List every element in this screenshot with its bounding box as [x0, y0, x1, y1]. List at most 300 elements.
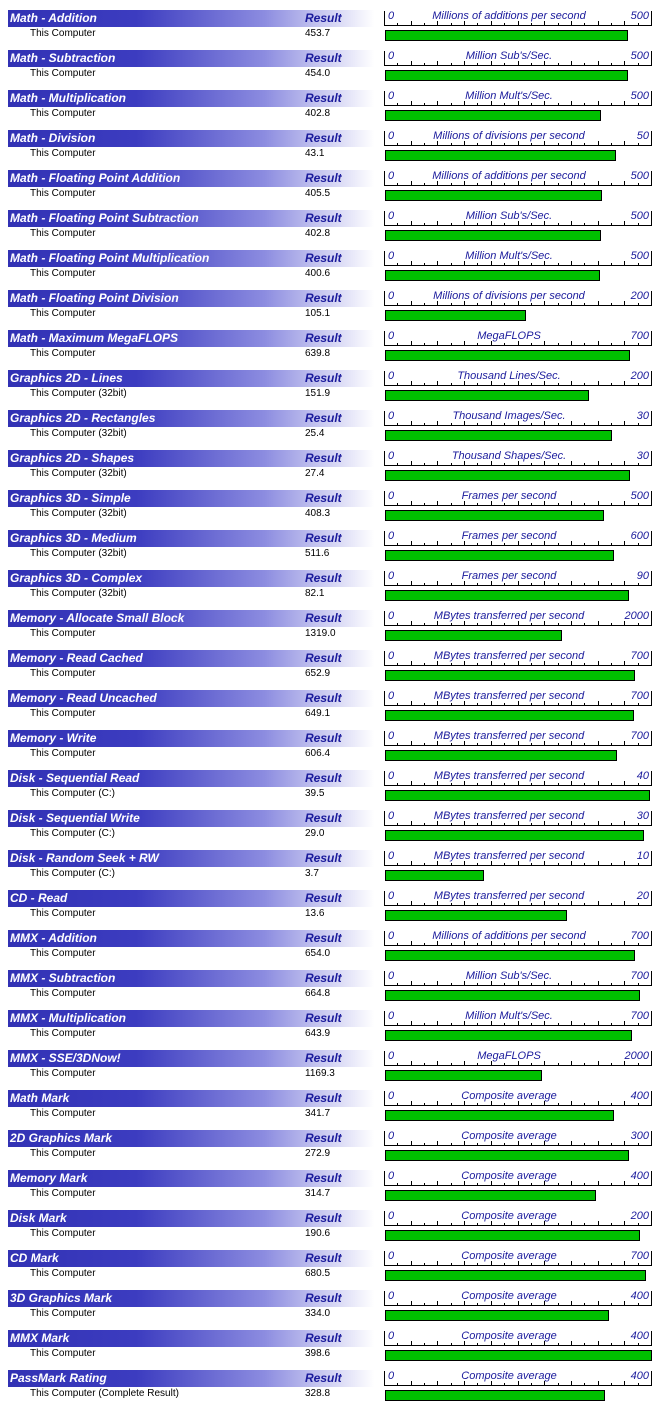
computer-label: This Computer [30, 348, 96, 359]
scale-max-label: 700 [630, 970, 649, 982]
scale-min-label: 0 [388, 50, 395, 62]
scale-unit-label: Thousand Lines/Sec. [457, 370, 561, 382]
computer-label: This Computer [30, 1108, 96, 1119]
scale-axis [384, 969, 652, 987]
test-row [0, 1280, 671, 1320]
result-value: 408.3 [305, 508, 331, 519]
result-label: Result [305, 1251, 342, 1265]
scale-axis [384, 9, 652, 27]
result-label: Result [305, 571, 342, 585]
scale-axis [384, 1169, 652, 1187]
result-value: 400.6 [305, 268, 331, 279]
test-row [0, 1160, 671, 1200]
scale-max-label: 700 [630, 1010, 649, 1022]
scale-min-label: 0 [388, 1210, 395, 1222]
test-row [0, 680, 671, 720]
scale-axis [384, 1209, 652, 1227]
scale-unit-label: MBytes transferred per second [433, 650, 585, 662]
scale-unit-label: MBytes transferred per second [433, 770, 585, 782]
test-name: MMX - Multiplication [10, 1011, 126, 1025]
test-name: Disk Mark [10, 1211, 67, 1225]
scale-axis [384, 1289, 652, 1307]
test-name: Math - Floating Point Multiplication [10, 251, 210, 265]
test-name: MMX - Subtraction [10, 971, 116, 985]
test-row [0, 280, 671, 320]
test-row [0, 320, 671, 360]
result-label: Result [305, 1131, 342, 1145]
scale-min-label: 0 [388, 610, 395, 622]
result-value: 511.6 [305, 548, 330, 559]
scale-axis [384, 569, 652, 587]
test-row [0, 520, 671, 560]
result-value: 405.5 [305, 188, 331, 199]
scale-axis [384, 129, 652, 147]
scale-max-label: 500 [630, 50, 649, 62]
result-value: 639.8 [305, 348, 331, 359]
test-name: Graphics 2D - Rectangles [10, 411, 156, 425]
scale-max-label: 10 [636, 850, 649, 862]
scale-min-label: 0 [388, 490, 395, 502]
scale-max-label: 700 [630, 730, 649, 742]
test-name: 2D Graphics Mark [10, 1131, 113, 1145]
test-name: Graphics 3D - Complex [10, 571, 143, 585]
scale-min-label: 0 [388, 210, 395, 222]
scale-unit-label: Frames per second [461, 490, 557, 502]
test-row [0, 160, 671, 200]
result-label: Result [305, 771, 342, 785]
result-label: Result [305, 971, 342, 985]
scale-unit-label: Composite average [461, 1170, 557, 1182]
scale-min-label: 0 [388, 770, 395, 782]
result-label: Result [305, 491, 342, 505]
scale-unit-label: MBytes transferred per second [433, 810, 585, 822]
scale-min-label: 0 [388, 810, 395, 822]
test-row [0, 760, 671, 800]
scale-max-label: 400 [630, 1170, 649, 1182]
result-label: Result [305, 1291, 342, 1305]
scale-unit-label: Millions of divisions per second [433, 130, 585, 142]
scale-unit-label: Million Mult's/Sec. [465, 250, 553, 262]
scale-max-label: 400 [630, 1090, 649, 1102]
result-label: Result [305, 531, 342, 545]
result-value: 652.9 [305, 668, 331, 679]
test-row [0, 80, 671, 120]
result-label: Result [305, 291, 342, 305]
scale-axis [384, 649, 652, 667]
result-bar [385, 1390, 605, 1401]
result-value: 3.7 [305, 868, 319, 879]
scale-axis [384, 729, 652, 747]
result-label: Result [305, 211, 342, 225]
result-value: 606.4 [305, 748, 331, 759]
result-value: 680.5 [305, 1268, 331, 1279]
computer-label: This Computer [30, 1348, 96, 1359]
test-name: Graphics 2D - Shapes [10, 451, 135, 465]
scale-axis [384, 409, 652, 427]
scale-unit-label: Frames per second [461, 570, 557, 582]
scale-unit-label: Thousand Images/Sec. [452, 410, 566, 422]
scale-min-label: 0 [388, 410, 395, 422]
computer-label: This Computer [30, 1268, 96, 1279]
scale-max-label: 2000 [624, 610, 649, 622]
computer-label: This Computer [30, 228, 96, 239]
result-label: Result [305, 891, 342, 905]
test-name: Graphics 3D - Medium [10, 531, 137, 545]
result-label: Result [305, 811, 342, 825]
result-value: 454.0 [305, 68, 331, 79]
scale-axis [384, 1249, 652, 1267]
result-label: Result [305, 451, 342, 465]
result-value: 314.7 [305, 1188, 331, 1199]
result-label: Result [305, 131, 342, 145]
test-name: Math - Addition [10, 11, 97, 25]
scale-axis [384, 209, 652, 227]
scale-min-label: 0 [388, 1130, 395, 1142]
scale-max-label: 700 [630, 690, 649, 702]
result-label: Result [305, 1171, 342, 1185]
result-label: Result [305, 11, 342, 25]
result-label: Result [305, 51, 342, 65]
scale-max-label: 700 [630, 650, 649, 662]
test-name: Graphics 3D - Simple [10, 491, 131, 505]
test-name: CD Mark [10, 1251, 59, 1265]
test-name: CD - Read [10, 891, 68, 905]
test-name: Memory - Read Cached [10, 651, 143, 665]
scale-axis [384, 529, 652, 547]
scale-max-label: 500 [630, 250, 649, 262]
result-value: 649.1 [305, 708, 331, 719]
scale-axis [384, 49, 652, 67]
scale-unit-label: Millions of additions per second [432, 930, 586, 942]
computer-label: This Computer [30, 1188, 96, 1199]
scale-min-label: 0 [388, 1050, 395, 1062]
test-row [0, 1040, 671, 1080]
test-name: MMX Mark [10, 1331, 70, 1345]
scale-axis [384, 849, 652, 867]
scale-axis [384, 1129, 652, 1147]
computer-label: This Computer [30, 708, 96, 719]
test-row [0, 640, 671, 680]
result-value: 39.5 [305, 788, 325, 799]
scale-unit-label: Composite average [461, 1290, 557, 1302]
test-row [0, 1320, 671, 1360]
result-label: Result [305, 411, 342, 425]
test-name: Math - Floating Point Subtraction [10, 211, 199, 225]
test-row [0, 0, 671, 40]
computer-label: This Computer [30, 748, 96, 759]
computer-label: This Computer (32bit) [30, 468, 127, 479]
computer-label: This Computer (C:) [30, 868, 116, 879]
test-row [0, 440, 671, 480]
scale-min-label: 0 [388, 530, 395, 542]
result-label: Result [305, 651, 342, 665]
scale-min-label: 0 [388, 370, 395, 382]
scale-axis [384, 289, 652, 307]
result-value: 664.8 [305, 988, 331, 999]
scale-unit-label: MBytes transferred per second [433, 690, 585, 702]
computer-label: This Computer [30, 28, 96, 39]
test-row [0, 1000, 671, 1040]
computer-label: This Computer [30, 1028, 96, 1039]
test-name: Math - Floating Point Division [10, 291, 179, 305]
result-value: 13.6 [305, 908, 325, 919]
result-value: 398.6 [305, 1348, 331, 1359]
scale-max-label: 300 [630, 1130, 649, 1142]
test-row [0, 1120, 671, 1160]
result-label: Result [305, 331, 342, 345]
result-value: 190.6 [305, 1228, 331, 1239]
computer-label: This Computer (32bit) [30, 588, 127, 599]
scale-min-label: 0 [388, 130, 395, 142]
test-row [0, 960, 671, 1000]
result-label: Result [305, 1091, 342, 1105]
computer-label: This Computer [30, 1308, 96, 1319]
scale-max-label: 700 [630, 1250, 649, 1262]
scale-min-label: 0 [388, 1290, 395, 1302]
computer-label: This Computer [30, 188, 96, 199]
scale-min-label: 0 [388, 1330, 395, 1342]
scale-min-label: 0 [388, 970, 395, 982]
scale-max-label: 20 [636, 890, 649, 902]
scale-max-label: 40 [636, 770, 649, 782]
computer-label: This Computer [30, 1148, 96, 1159]
computer-label: This Computer [30, 68, 96, 79]
scale-unit-label: Million Sub's/Sec. [465, 970, 553, 982]
scale-min-label: 0 [388, 1170, 395, 1182]
scale-min-label: 0 [388, 1250, 395, 1262]
scale-unit-label: Composite average [461, 1330, 557, 1342]
scale-axis [384, 369, 652, 387]
result-label: Result [305, 251, 342, 265]
result-label: Result [305, 1211, 342, 1225]
computer-label: This Computer [30, 1228, 96, 1239]
scale-axis [384, 889, 652, 907]
result-value: 328.8 [305, 1388, 331, 1399]
test-row [0, 840, 671, 880]
result-label: Result [305, 91, 342, 105]
test-row [0, 120, 671, 160]
scale-min-label: 0 [388, 650, 395, 662]
computer-label: This Computer (32bit) [30, 428, 127, 439]
scale-max-label: 700 [630, 930, 649, 942]
result-label: Result [305, 1011, 342, 1025]
test-name: Disk - Sequential Read [10, 771, 140, 785]
test-name: 3D Graphics Mark [10, 1291, 113, 1305]
scale-unit-label: Million Mult's/Sec. [465, 1010, 553, 1022]
result-label: Result [305, 931, 342, 945]
scale-min-label: 0 [388, 850, 395, 862]
result-value: 43.1 [305, 148, 325, 159]
scale-min-label: 0 [388, 90, 395, 102]
scale-min-label: 0 [388, 290, 395, 302]
test-name: MMX - SSE/3DNow! [10, 1051, 121, 1065]
scale-min-label: 0 [388, 330, 395, 342]
scale-max-label: 600 [630, 530, 649, 542]
test-row [0, 1080, 671, 1120]
scale-max-label: 30 [636, 810, 649, 822]
scale-axis [384, 609, 652, 627]
test-name: Disk - Sequential Write [10, 811, 140, 825]
test-name: Memory - Read Uncached [10, 691, 157, 705]
test-row [0, 200, 671, 240]
scale-max-label: 30 [636, 410, 649, 422]
test-row [0, 400, 671, 440]
result-label: Result [305, 691, 342, 705]
scale-unit-label: MBytes transferred per second [433, 610, 585, 622]
scale-unit-label: Millions of additions per second [432, 170, 586, 182]
scale-min-label: 0 [388, 930, 395, 942]
test-row [0, 40, 671, 80]
scale-axis [384, 489, 652, 507]
scale-axis [384, 809, 652, 827]
scale-max-label: 400 [630, 1290, 649, 1302]
scale-max-label: 200 [630, 290, 649, 302]
scale-axis [384, 1049, 652, 1067]
test-name: Memory Mark [10, 1171, 88, 1185]
scale-max-label: 500 [630, 170, 649, 182]
test-row [0, 1360, 671, 1400]
scale-max-label: 30 [636, 450, 649, 462]
computer-label: This Computer [30, 268, 96, 279]
scale-unit-label: Composite average [461, 1090, 557, 1102]
scale-max-label: 200 [630, 370, 649, 382]
scale-max-label: 500 [630, 490, 649, 502]
scale-unit-label: MegaFLOPS [477, 330, 541, 342]
result-value: 272.9 [305, 1148, 331, 1159]
computer-label: This Computer (32bit) [30, 548, 127, 559]
scale-axis [384, 449, 652, 467]
computer-label: This Computer [30, 1068, 96, 1079]
test-row [0, 480, 671, 520]
scale-max-label: 400 [630, 1370, 649, 1382]
test-name: Math - Division [10, 131, 96, 145]
scale-max-label: 500 [630, 210, 649, 222]
scale-axis [384, 249, 652, 267]
result-label: Result [305, 171, 342, 185]
scale-axis [384, 1329, 652, 1347]
scale-axis [384, 1089, 652, 1107]
scale-unit-label: Million Mult's/Sec. [465, 90, 553, 102]
computer-label: This Computer [30, 948, 96, 959]
test-name: MMX - Addition [10, 931, 97, 945]
scale-max-label: 400 [630, 1330, 649, 1342]
scale-min-label: 0 [388, 730, 395, 742]
result-value: 151.9 [305, 388, 331, 399]
computer-label: This Computer [30, 108, 96, 119]
result-value: 654.0 [305, 948, 331, 959]
scale-min-label: 0 [388, 690, 395, 702]
computer-label: This Computer (Complete Result) [30, 1388, 179, 1399]
scale-max-label: 500 [630, 10, 649, 22]
test-name: Memory - Allocate Small Block [10, 611, 185, 625]
result-value: 82.1 [305, 588, 325, 599]
scale-min-label: 0 [388, 10, 395, 22]
test-row [0, 920, 671, 960]
scale-axis [384, 1369, 652, 1387]
scale-min-label: 0 [388, 890, 395, 902]
computer-label: This Computer (32bit) [30, 508, 127, 519]
result-label: Result [305, 1371, 342, 1385]
scale-axis [384, 169, 652, 187]
result-label: Result [305, 1051, 342, 1065]
test-row [0, 360, 671, 400]
test-row [0, 560, 671, 600]
computer-label: This Computer [30, 628, 96, 639]
scale-unit-label: MBytes transferred per second [433, 890, 585, 902]
scale-min-label: 0 [388, 170, 395, 182]
result-value: 402.8 [305, 108, 331, 119]
test-name: Disk - Random Seek + RW [10, 851, 159, 865]
test-name: Math - Floating Point Addition [10, 171, 181, 185]
test-name: Math Mark [10, 1091, 70, 1105]
test-row [0, 720, 671, 760]
test-row [0, 880, 671, 920]
scale-unit-label: Thousand Shapes/Sec. [451, 450, 567, 462]
scale-unit-label: MegaFLOPS [477, 1050, 541, 1062]
scale-unit-label: Composite average [461, 1250, 557, 1262]
scale-max-label: 50 [636, 130, 649, 142]
result-value: 29.0 [305, 828, 325, 839]
scale-axis [384, 929, 652, 947]
test-name: Memory - Write [10, 731, 97, 745]
test-row [0, 600, 671, 640]
scale-axis [384, 689, 652, 707]
result-value: 1169.3 [305, 1068, 335, 1079]
scale-min-label: 0 [388, 1090, 395, 1102]
scale-axis [384, 1009, 652, 1027]
computer-label: This Computer (C:) [30, 788, 116, 799]
result-value: 402.8 [305, 228, 331, 239]
scale-max-label: 2000 [624, 1050, 649, 1062]
test-name: Math - Multiplication [10, 91, 126, 105]
scale-axis [384, 329, 652, 347]
result-value: 453.7 [305, 28, 331, 39]
scale-max-label: 90 [636, 570, 649, 582]
scale-max-label: 200 [630, 1210, 649, 1222]
test-name: Math - Subtraction [10, 51, 116, 65]
test-row [0, 1200, 671, 1240]
test-name: Math - Maximum MegaFLOPS [10, 331, 179, 345]
scale-unit-label: Composite average [461, 1370, 557, 1382]
computer-label: This Computer [30, 308, 96, 319]
scale-unit-label: Composite average [461, 1130, 557, 1142]
scale-max-label: 500 [630, 90, 649, 102]
scale-min-label: 0 [388, 250, 395, 262]
test-row [0, 1240, 671, 1280]
scale-axis [384, 89, 652, 107]
result-label: Result [305, 371, 342, 385]
scale-unit-label: Frames per second [461, 530, 557, 542]
computer-label: This Computer [30, 148, 96, 159]
scale-min-label: 0 [388, 1010, 395, 1022]
computer-label: This Computer (32bit) [30, 388, 127, 399]
result-value: 27.4 [305, 468, 325, 479]
scale-unit-label: Million Sub's/Sec. [465, 50, 553, 62]
result-value: 105.1 [305, 308, 331, 319]
scale-unit-label: Millions of divisions per second [433, 290, 585, 302]
scale-axis [384, 769, 652, 787]
result-value: 341.7 [305, 1108, 331, 1119]
scale-unit-label: Composite average [461, 1210, 557, 1222]
computer-label: This Computer [30, 668, 96, 679]
scale-min-label: 0 [388, 450, 395, 462]
scale-unit-label: Million Sub's/Sec. [465, 210, 553, 222]
scale-unit-label: Millions of additions per second [432, 10, 586, 22]
result-label: Result [305, 1331, 342, 1345]
result-value: 643.9 [305, 1028, 331, 1039]
scale-unit-label: MBytes transferred per second [433, 730, 585, 742]
result-value: 25.4 [305, 428, 325, 439]
